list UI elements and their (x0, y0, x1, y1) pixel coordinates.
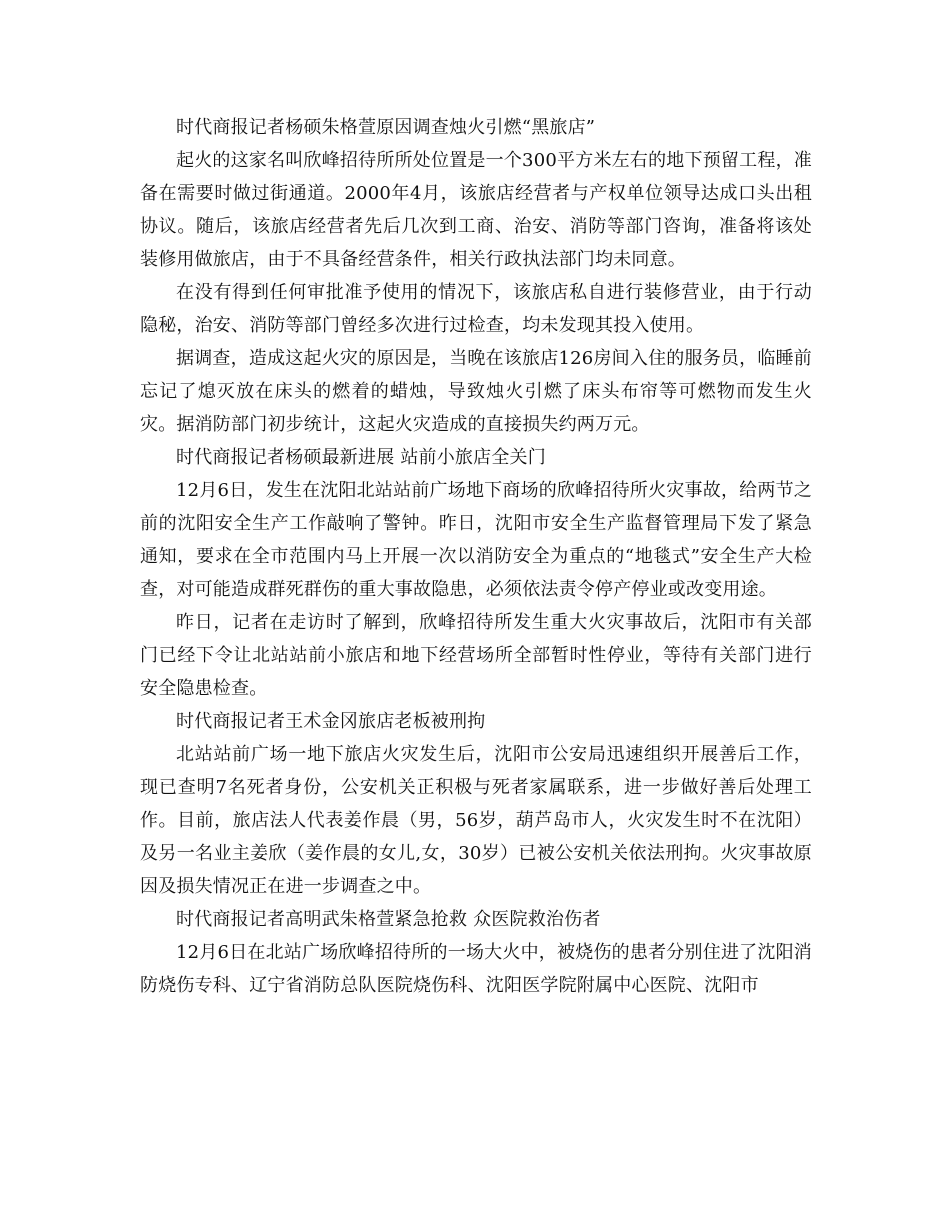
paragraph: 北站站前广场一地下旅店火灾发生后，沈阳市公安局迅速组织开展善后工作，现已查明7名死者身份，公安机关正积极与死者家属联系，进一步做好善后处理工作。目前，旅店法人代表姜作晨（男，56岁，葫芦岛市人，火灾发生时不在沈阳）及另一名业主姜欣（姜作晨的女儿,女，30岁）已被公安机关依法刑拘。火灾事故原因及损失情况正在进一步调查之中。 (140, 744, 812, 897)
section-heading: 时代商报记者王术金冈旅店老板被刑拘 (176, 711, 486, 732)
paragraph: 12月6日在北站广场欣峰招待所的一场大火中，被烧伤的患者分别住进了沈阳消防烧伤专科、辽宁省消防总队医院烧伤科、沈阳医学院附属中心医院、沈阳市 (140, 942, 812, 996)
paragraph: 12月6日，发生在沈阳北站站前广场地下商场的欣峰招待所火灾事故，给两节之前的沈阳安全生产工作敲响了警钟。昨日，沈阳市安全生产监督管理局下发了紧急通知，要求在全市范围内马上开展一次以消防安全为重点的“地毯式”安全生产大检查，对可能造成群死群伤的重大事故隐患，必须依法责令停产停业或改变用途。 (140, 480, 812, 600)
section-heading: 时代商报记者高明武朱格萱紧急抢救 众医院救治伤者 (176, 909, 601, 930)
paragraph: 在没有得到任何审批准予使用的情况下，该旅店私自进行装修营业，由于行动隐秘，治安、消防等部门曾经多次进行过检查，均未发现其投入使用。 (140, 282, 812, 336)
article-body (140, 111, 812, 1002)
section-heading: 时代商报记者杨硕朱格萱原因调查烛火引燃“黑旅店” (176, 117, 596, 138)
paragraph: 据调查，造成这起火灾的原因是，当晚在该旅店126房间入住的服务员，临睡前忘记了熄灭放在床头的燃着的蜡烛，导致烛火引燃了床头布帘等可燃物而发生火灾。据消防部门初步统计，这起火灾造成的直接损失约两万元。 (140, 348, 812, 435)
paragraph: 昨日，记者在走访时了解到，欣峰招待所发生重大火灾事故后，沈阳市有关部门已经下令让北站站前小旅店和地下经营场所全部暂时性停业，等待有关部门进行安全隐患检查。 (140, 612, 812, 699)
section-heading: 时代商报记者杨硕最新进展 站前小旅店全关门 (176, 447, 546, 468)
paragraph: 起火的这家名叫欣峰招待所所处位置是一个300平方米左右的地下预留工程，准备在需要时做过街通道。2000年4月，该旅店经营者与产权单位领导达成口头出租协议。随后，该旅店经营者先后几次到工商、治安、消防等部门咨询，准备将该处装修用做旅店，由于不具备经营条件，相关行政执法部门均未同意。 (140, 150, 812, 270)
